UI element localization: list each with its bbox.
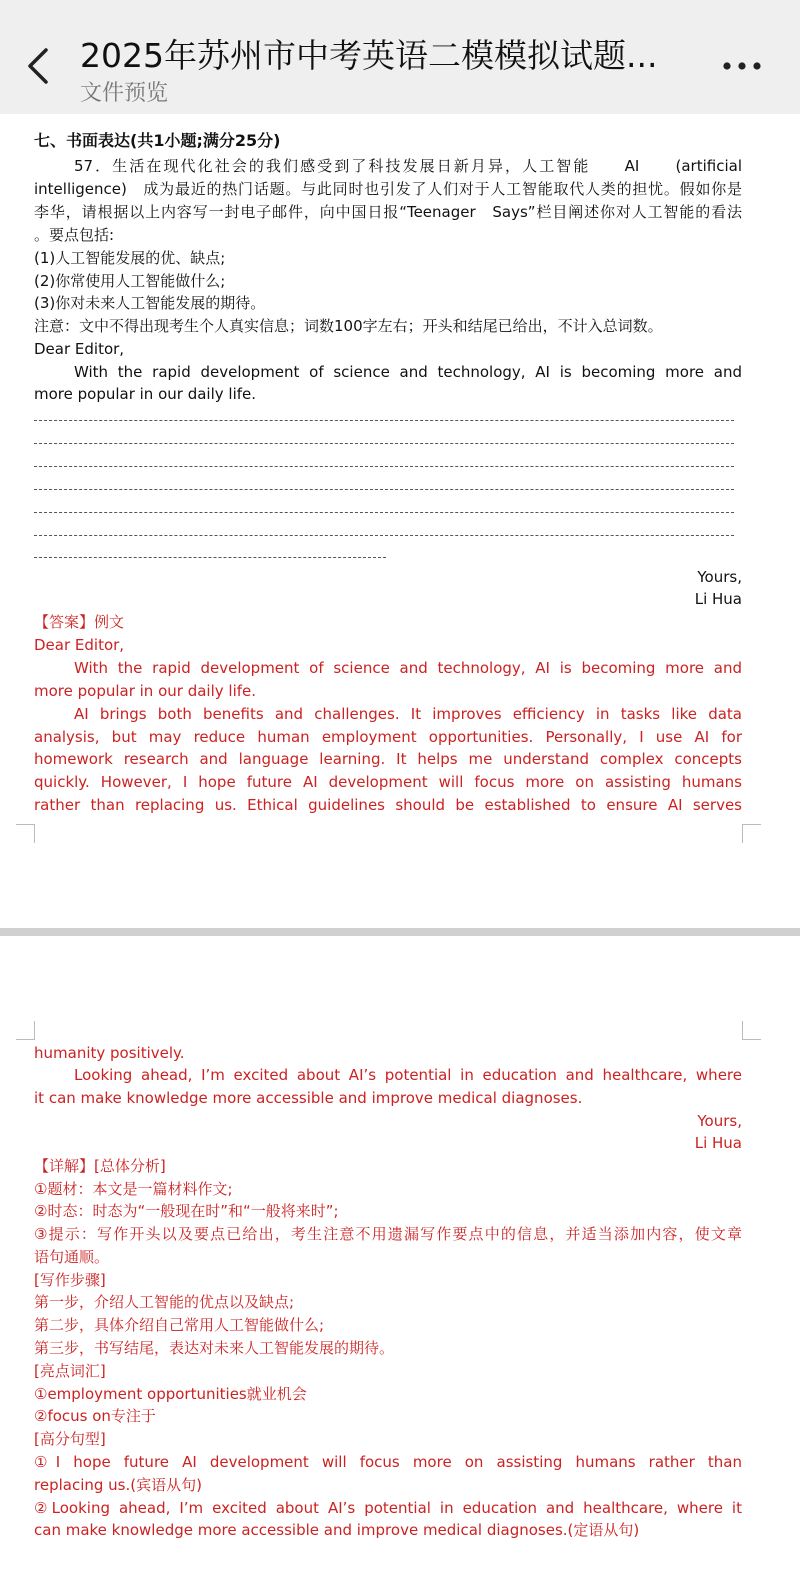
answer-line: analysis, but may reduce human employment opportunities. Personally, I use AI for bbox=[34, 728, 742, 746]
letter-greeting: Dear Editor, bbox=[34, 340, 125, 358]
prompt-line: (1)人工智能发展的优、缺点; bbox=[34, 249, 226, 267]
sentence-item: replacing us.(宾语从句) bbox=[34, 1476, 202, 1494]
answer-line: rather than replacing us. Ethical guidelines should be established to ensure AI serves bbox=[34, 796, 742, 814]
page-separator bbox=[0, 928, 800, 936]
prompt-line: 。要点包括: bbox=[34, 226, 115, 244]
answer-line: quickly. However, I hope future AI development will focus more on assisting humans bbox=[34, 773, 742, 791]
sentence-item: ①I hope future AI development will focus more on assisting humans rather than bbox=[34, 1453, 742, 1471]
sentence-item: ②Looking ahead, I’m excited about AI’s potential in education and healthcare, where it bbox=[34, 1499, 742, 1517]
answer-line: With the rapid development of science and technology, AI is becoming more and bbox=[74, 659, 742, 677]
writing-blank-line bbox=[34, 489, 734, 490]
analysis-label: 【详解】[总体分析] bbox=[34, 1157, 166, 1175]
prompt-line: 57．生活在现代化社会的我们感受到了科技发展日新月异，人工智能 AI (artificial bbox=[74, 157, 742, 175]
answer-line: more popular in our daily life. bbox=[34, 682, 257, 700]
document-subtitle: 文件预览 bbox=[80, 81, 169, 106]
writing-blank-line bbox=[34, 466, 734, 467]
answer-greeting: Dear Editor, bbox=[34, 636, 125, 654]
page-corner-mark bbox=[16, 1021, 35, 1040]
answer-label: 【答案】例文 bbox=[34, 613, 125, 631]
app-header bbox=[0, 0, 800, 114]
analysis-point: ①题材：本文是一篇材料作文; bbox=[34, 1180, 233, 1198]
prompt-line: (2)你常使用人工智能做什么; bbox=[34, 272, 226, 290]
writing-blank-line bbox=[34, 557, 386, 558]
page-corner-mark bbox=[742, 1021, 761, 1040]
sentence-item: can make knowledge more accessible and improve medical diagnoses.(定语从句) bbox=[34, 1521, 640, 1539]
step-item: 第二步，具体介绍自己常用人工智能做什么; bbox=[34, 1316, 325, 1334]
page-corner-mark bbox=[16, 824, 35, 843]
answer-line: Looking ahead, I’m excited about AI’s potential in education and healthcare, where bbox=[74, 1066, 742, 1084]
answer-signature: Li Hua bbox=[694, 1134, 742, 1152]
analysis-point: ②时态：时态为“一般现在时”和“一般将来时”; bbox=[34, 1202, 339, 1220]
vocab-label: [亮点词汇] bbox=[34, 1362, 106, 1380]
writing-blank-line bbox=[34, 420, 734, 421]
document-title: 2025年苏州市中考英语二模模拟试题... bbox=[80, 36, 658, 75]
step-item: 第三步，书写结尾，表达对未来人工智能发展的期待。 bbox=[34, 1339, 395, 1357]
opening-line: With the rapid development of science and technology, AI is becoming more and bbox=[74, 363, 742, 381]
more-options-icon[interactable] bbox=[718, 56, 766, 76]
answer-line: homework research and language learning. It helps me understand complex concepts bbox=[34, 750, 742, 768]
letter-closing: Yours, bbox=[697, 568, 742, 586]
answer-line: humanity positively. bbox=[34, 1044, 185, 1062]
analysis-point: 语句通顺。 bbox=[34, 1248, 110, 1266]
answer-line: it can make knowledge more accessible and improve medical diagnoses. bbox=[34, 1089, 583, 1107]
prompt-line: 注意：文中不得出现考生个人真实信息；词数100字左右；开头和结尾已给出，不计入总词数。 bbox=[34, 317, 663, 335]
writing-blank-line bbox=[34, 535, 734, 536]
prompt-line: 李华，请根据以上内容写一封电子邮件，向中国日报“Teenager Says”栏目阐述你对人工智能的看法 bbox=[34, 203, 742, 221]
vocab-item: ①employment opportunities就业机会 bbox=[34, 1385, 307, 1403]
prompt-line: intelligence) 成为最近的热门话题。与此同时也引发了人们对于人工智能取代人类的担忧。假如你是 bbox=[34, 180, 742, 198]
analysis-point: ③提示：写作开头以及要点已给出，考生注意不用遗漏写作要点中的信息，并适当添加内容，使文章 bbox=[34, 1225, 742, 1243]
answer-closing: Yours, bbox=[697, 1112, 742, 1130]
writing-blank-line bbox=[34, 512, 734, 513]
steps-label: [写作步骤] bbox=[34, 1271, 106, 1289]
letter-signature: Li Hua bbox=[694, 590, 742, 608]
answer-line: AI brings both benefits and challenges. It improves efficiency in tasks like data bbox=[74, 705, 742, 723]
sentences-label: [高分句型] bbox=[34, 1430, 106, 1448]
back-arrow-icon[interactable] bbox=[22, 46, 58, 86]
prompt-line: (3)你对未来人工智能发展的期待。 bbox=[34, 294, 266, 312]
step-item: 第一步，介绍人工智能的优点以及缺点; bbox=[34, 1293, 295, 1311]
opening-line: more popular in our daily life. bbox=[34, 385, 257, 403]
writing-blank-line bbox=[34, 443, 734, 444]
page-corner-mark bbox=[742, 824, 761, 843]
section-title: 七、书面表达(共1小题;满分25分) bbox=[34, 131, 281, 150]
vocab-item: ②focus on专注于 bbox=[34, 1407, 156, 1425]
